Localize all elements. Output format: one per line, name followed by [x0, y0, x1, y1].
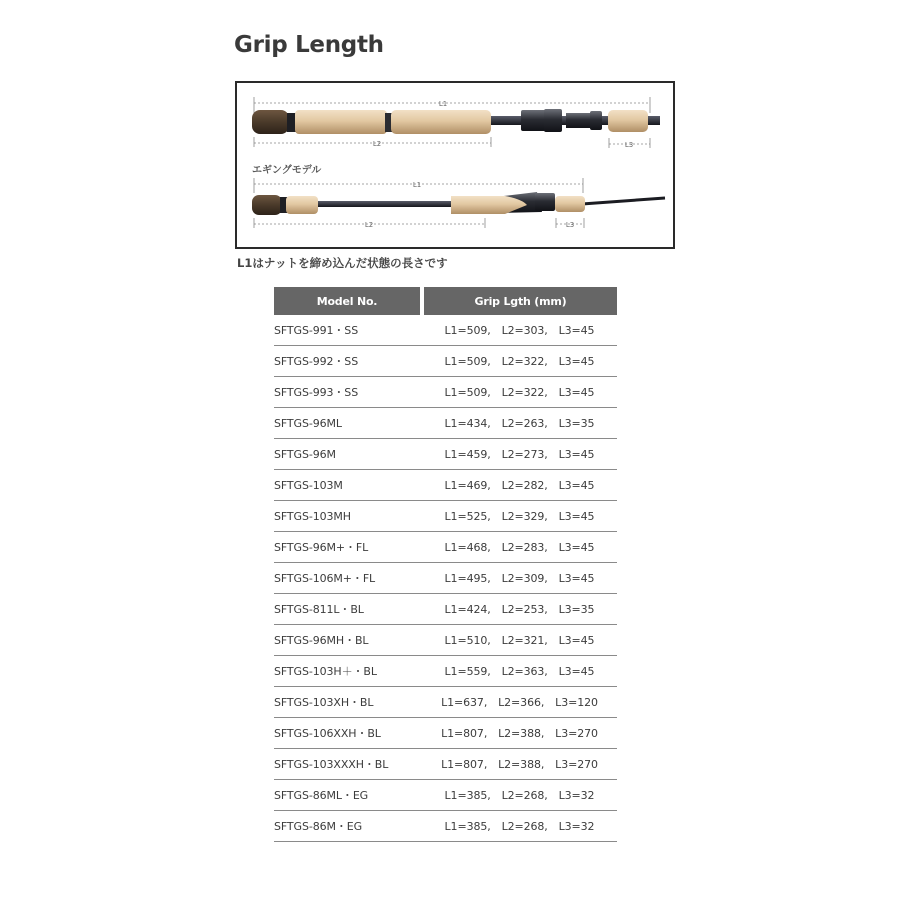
- grip-length-cell: L1=424, L2=253, L3=35: [422, 594, 617, 625]
- grip-length-cell: L1=509, L2=322, L3=45: [422, 377, 617, 408]
- l3-label: L3: [624, 141, 634, 149]
- table-row: [274, 439, 617, 470]
- model-cell: SFTGS-103XH・BL: [274, 687, 422, 718]
- diagram-caption: L1はナットを締め込んだ状態の長さです: [237, 256, 448, 270]
- grip-length-cell: L1=509, L2=322, L3=45: [422, 346, 617, 377]
- table-row: [274, 687, 617, 718]
- rod-grip-illustration: [237, 83, 673, 247]
- grip-length-cell: L1=807, L2=388, L3=270: [422, 749, 617, 780]
- model-cell: SFTGS-86M・EG: [274, 811, 422, 842]
- table-row: [274, 594, 617, 625]
- model-cell: SFTGS-103M: [274, 470, 422, 501]
- page-title: Grip Length: [234, 32, 384, 58]
- grip-length-table: [274, 287, 617, 842]
- model-cell: SFTGS-103XXXH・BL: [274, 749, 422, 780]
- grip-length-cell: L1=385, L2=268, L3=32: [422, 811, 617, 842]
- grip-length-cell: L1=385, L2=268, L3=32: [422, 780, 617, 811]
- grip-length-cell: L1=469, L2=282, L3=45: [422, 470, 617, 501]
- table-row: [274, 563, 617, 594]
- model-cell: SFTGS-96M+・FL: [274, 532, 422, 563]
- grip-length-cell: L1=637, L2=366, L3=120: [422, 687, 617, 718]
- model-cell: SFTGS-811L・BL: [274, 594, 422, 625]
- grip-length-diagram: [235, 81, 675, 249]
- table-row: [274, 718, 617, 749]
- grip-length-cell: L1=525, L2=329, L3=45: [422, 501, 617, 532]
- table-header-row: [274, 287, 617, 315]
- table-row: [274, 532, 617, 563]
- table-row: [274, 625, 617, 656]
- l1-label: L1: [438, 100, 448, 108]
- table-row: [274, 656, 617, 687]
- table-row: [274, 811, 617, 842]
- model-cell: SFTGS-106XXH・BL: [274, 718, 422, 749]
- grip-length-cell: L1=509, L2=303, L3=45: [422, 315, 617, 346]
- grip-length-cell: L1=807, L2=388, L3=270: [422, 718, 617, 749]
- grip-length-cell: L1=434, L2=263, L3=35: [422, 408, 617, 439]
- eging-model-label: エギングモデル: [252, 165, 322, 176]
- rod-standard: [252, 97, 660, 149]
- model-cell: SFTGS-103MH: [274, 501, 422, 532]
- l2-label: L2: [372, 140, 382, 148]
- table-row: [274, 346, 617, 377]
- table-row: [274, 408, 617, 439]
- model-cell: SFTGS-106M+・FL: [274, 563, 422, 594]
- table-row: [274, 315, 617, 346]
- rod-eging: [252, 178, 665, 229]
- l3-label-eging: L3: [565, 221, 575, 229]
- table-row: [274, 377, 617, 408]
- l2-label-eging: L2: [364, 221, 374, 229]
- model-cell: SFTGS-993・SS: [274, 377, 422, 408]
- l1-label-eging: L1: [412, 181, 422, 189]
- table-row: [274, 501, 617, 532]
- grip-length-cell: L1=459, L2=273, L3=45: [422, 439, 617, 470]
- model-cell: SFTGS-86ML・EG: [274, 780, 422, 811]
- grip-length-cell: L1=468, L2=283, L3=45: [422, 532, 617, 563]
- grip-length-cell: L1=495, L2=309, L3=45: [422, 563, 617, 594]
- table-row: [274, 780, 617, 811]
- grip-length-cell: L1=510, L2=321, L3=45: [422, 625, 617, 656]
- column-header-grip-length: Grip Lgth (mm): [422, 287, 617, 315]
- grip-length-cell: L1=559, L2=363, L3=45: [422, 656, 617, 687]
- model-cell: SFTGS-96MH・BL: [274, 625, 422, 656]
- model-cell: SFTGS-103H＋・BL: [274, 656, 422, 687]
- model-cell: SFTGS-991・SS: [274, 315, 422, 346]
- table-row: [274, 470, 617, 501]
- model-cell: SFTGS-992・SS: [274, 346, 422, 377]
- model-cell: SFTGS-96ML: [274, 408, 422, 439]
- table-row: [274, 749, 617, 780]
- model-cell: SFTGS-96M: [274, 439, 422, 470]
- column-header-model: Model No.: [274, 287, 422, 315]
